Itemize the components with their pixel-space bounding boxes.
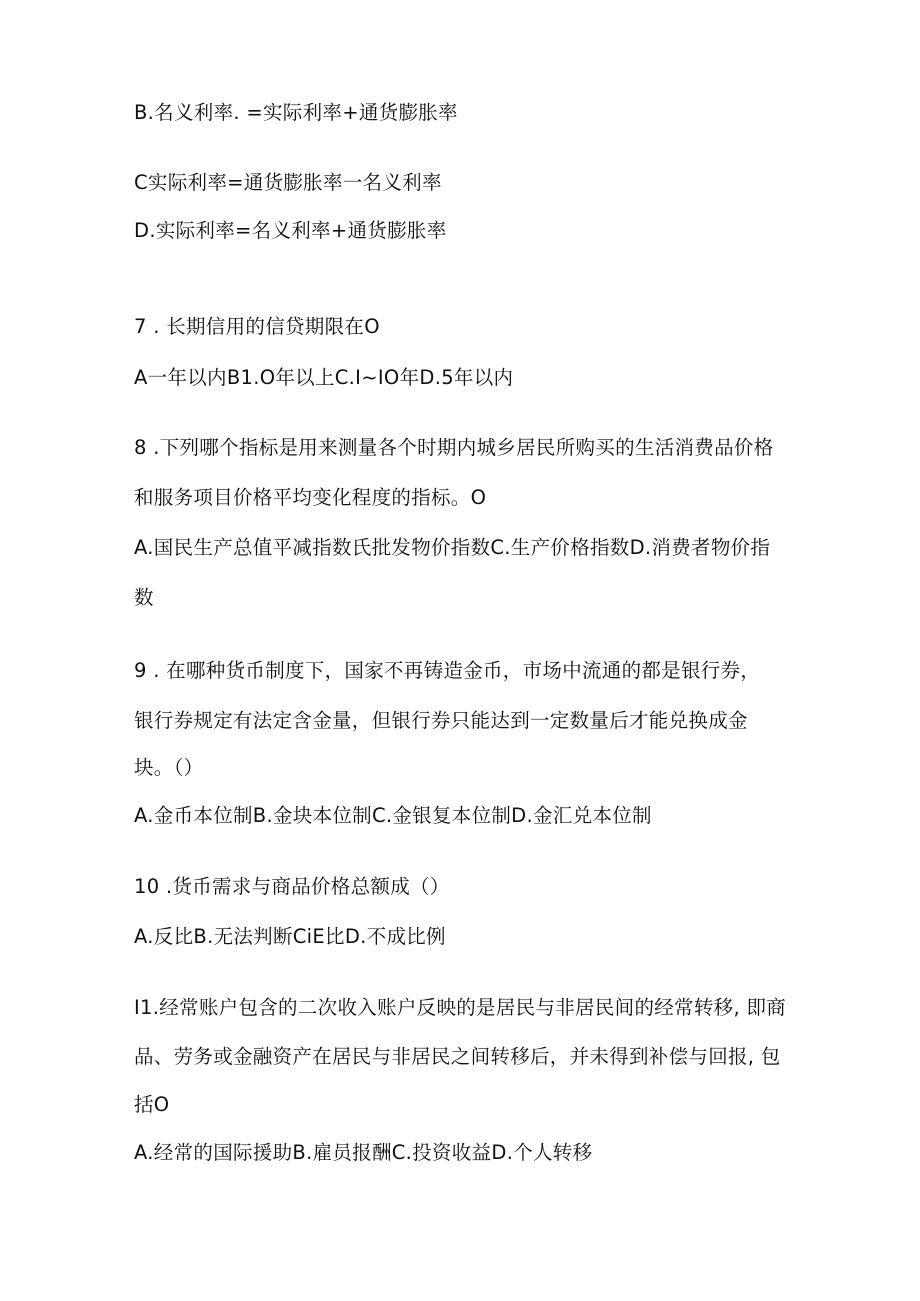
question-8-line-2: 和服务项目价格平均变化程度的指标。O <box>134 486 487 509</box>
option-c-q6: C实际利率=通货膨胀率一名义利率 <box>134 171 442 194</box>
options-q7: A一年以内B1.O年以上C.I~IO年D.5年以内 <box>134 366 514 389</box>
options-q11: A.经常的国际援助B.雇员报酬C.投资收益D.个人转移 <box>134 1141 593 1164</box>
option-d-q6: D.实际利率=名义利率+通货膨胀率 <box>134 219 447 242</box>
options-q9: A.金币本位制B.金块本位制C.金银复本位制D.金汇兑本位制 <box>134 804 652 827</box>
question-11-line-3: 括O <box>134 1093 170 1116</box>
question-7: 7 . 长期信用的信贷期限在O <box>134 315 380 338</box>
question-9-line-2: 银行券规定有法定含金量，但银行券只能达到一定数量后才能兑换成金 <box>134 709 748 732</box>
options-q8-line-2: 数 <box>134 586 154 609</box>
options-q10: A.反比B.无法判断CiE比D.不成比例 <box>134 925 446 948</box>
options-q8-line-1: A.国民生产总值平减指数氏批发物价指数C.生产价格指数D.消费者物价指 <box>134 536 771 559</box>
option-b-q6: B.名义利率. =实际利率+通货膨胀率 <box>134 101 458 124</box>
question-9-line-1: 9 . 在哪种货币制度下，国家不再铸造金币，市场中流通的都是银行券， <box>134 659 761 682</box>
question-11-line-2: 品、劳务或金融资产在居民与非居民之间转移后，并未得到补偿与回报, 包 <box>134 1045 781 1068</box>
question-8-line-1: 8 .下列哪个指标是用来测量各个时期内城乡居民所购买的生活消费品价格 <box>134 436 774 459</box>
question-11-line-1: I1.经常账户包含的二次收入账户反映的是居民与非居民间的经常转移, 即商 <box>134 996 787 1019</box>
question-9-line-3: 块。（） <box>134 756 204 779</box>
question-10: 10 .货币需求与商品价格总额成（） <box>134 875 450 898</box>
